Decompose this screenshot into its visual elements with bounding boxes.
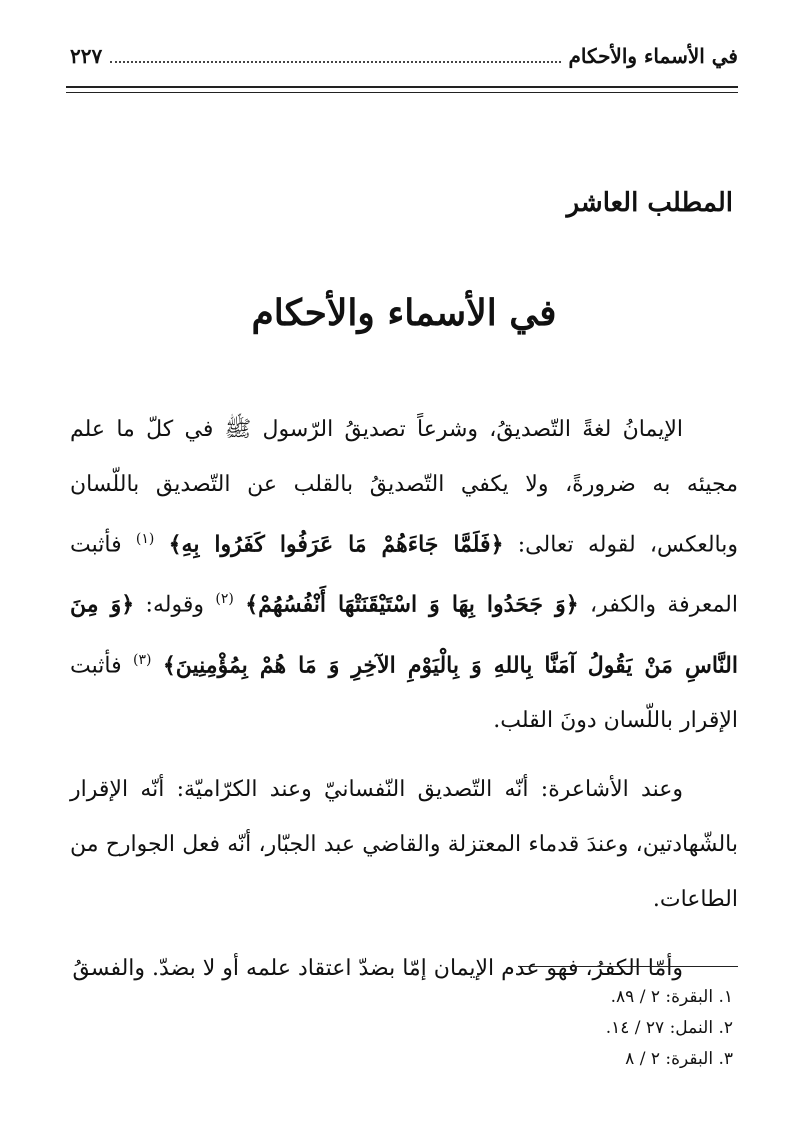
page-number: ٢٢٧: [70, 44, 103, 68]
footnote-2: ٢. النمل: ٢٧ / ١٤.: [605, 1018, 733, 1038]
paragraph-1: [70, 402, 738, 748]
section-label: المطلب العاشر: [566, 188, 733, 218]
paragraph-1-text-c: وقوله:: [145, 592, 204, 618]
footnote-separator: [518, 966, 738, 967]
header-rule-thick: [66, 86, 738, 88]
quran-verse-1: ﴿فَلَمَّا جَاءَهُمْ مَا عَرَفُوا كَفَرُوا بِهِ﴾: [168, 531, 504, 558]
header-title: في الأسماء والأحكام: [568, 44, 738, 68]
paragraph-1-text-d: فأثبت الإقرار باللّسان دونَ القلب.: [70, 652, 738, 733]
body-text: [70, 402, 738, 1010]
chapter-title: في الأسماء والأحكام: [251, 292, 557, 334]
footnotes: [606, 982, 733, 1075]
footnote-1: ١. البقرة: ٢ / ٨٩.: [610, 987, 733, 1007]
footnote-ref-3: (٣): [133, 651, 152, 668]
paragraph-1-text-a: الإيمانُ لغةً التّصديقُ، وشرعاً تصديقُ الرّسول ﷺ في كلّ ما علم مجيئه به ضرورةً، ولا يكفي التّصديقُ بالقلب عن التّصديق باللّسان وبالعكس، لقوله تعالى:: [70, 417, 738, 558]
quran-verse-3: ﴿وَ مِنَ النَّاسِ مَنْ يَقُولُ آمَنَّا بِاللهِ وَ بِالْيَوْمِ الآخِرِ وَ مَا هُمْ بِمُؤْمِنِينَ﴾: [70, 591, 738, 678]
paragraph-1-text-b: فأثبت المعرفة والكفر،: [70, 532, 738, 618]
footnote-ref-2: (٢): [215, 591, 234, 608]
footnote-3: ٣. البقرة: ٢ / ٨: [625, 1049, 733, 1069]
footnote-ref-1: (١): [135, 531, 155, 547]
header-leader-dots: [110, 49, 560, 63]
header-rule-thin: [66, 92, 738, 93]
running-header: [70, 36, 738, 76]
quran-verse-2: ﴿وَ جَحَدُوا بِهَا وَ اسْتَيْقَنَتْهَا أَنْفُسُهُمْ﴾: [245, 591, 579, 618]
paragraph-3: وأمّا الكفرُ، فهو عدم الإيمان إمّا بضدّ اعتقاد علمه أو لا بضدّ. والفسقُ: [72, 955, 683, 981]
paragraph-2: وعند الأشاعرة: أنّه التّصديق النّفسانيّ وعند الكرّاميّة: أنّه الإقرار بالشّهادتين، وعندَ قدماء المعتزلة والقاضي عبد الجبّار، أنّه فعل الجوارح من الطاعات.: [70, 776, 738, 912]
